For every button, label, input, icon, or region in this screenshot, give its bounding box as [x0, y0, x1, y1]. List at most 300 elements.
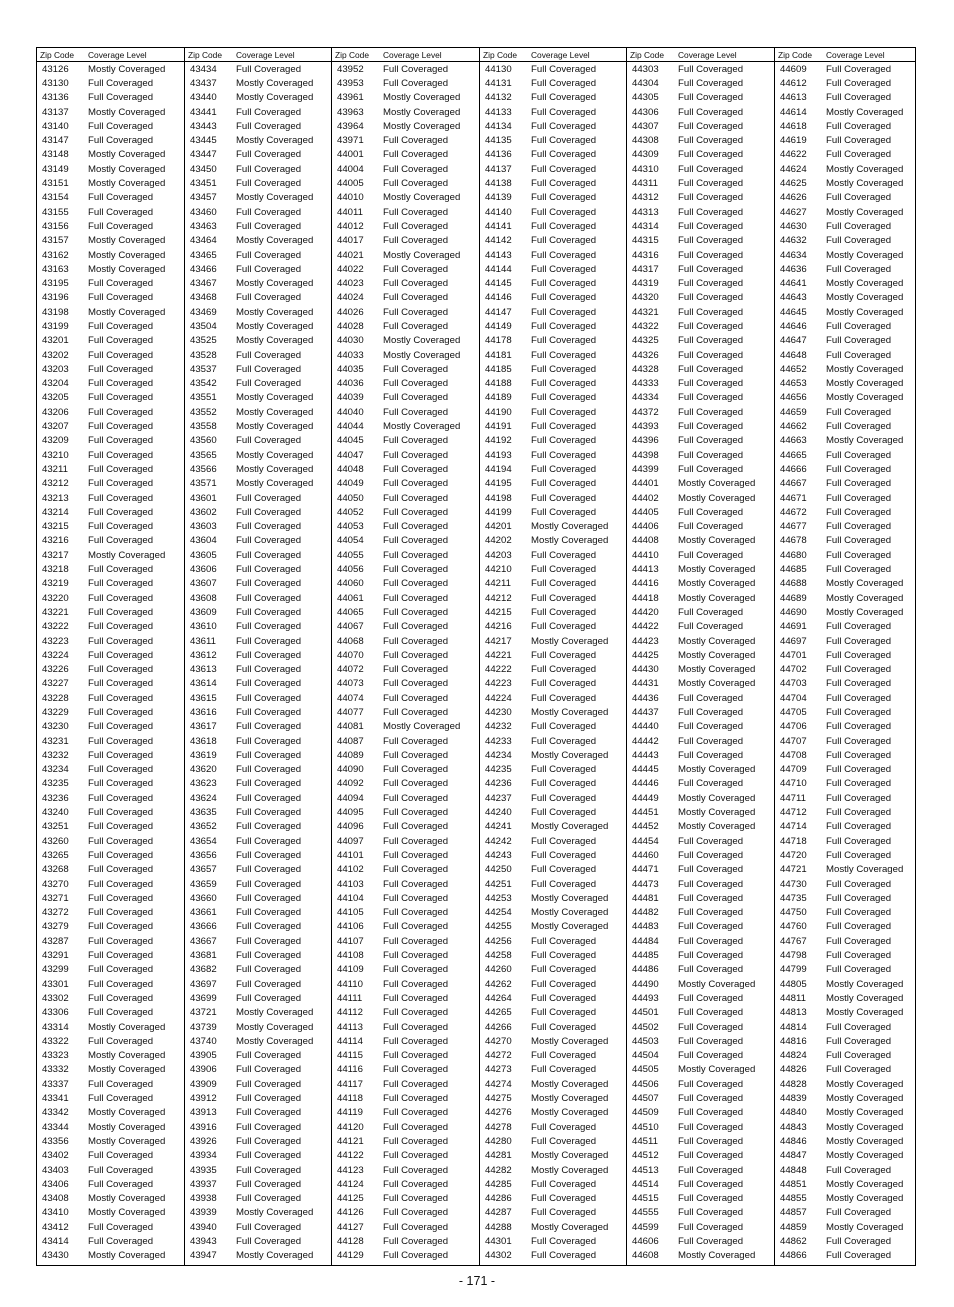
table-row: [332, 877, 479, 891]
coverage-level-cell: Full Coveraged: [826, 1250, 892, 1262]
table-row: [775, 148, 915, 162]
table-row: [37, 119, 184, 133]
coverage-level-header: Coverage Level: [88, 49, 147, 60]
coverage-level-cell: Mostly Coveraged: [88, 1207, 166, 1219]
zip-code-cell: 44501: [632, 1007, 659, 1019]
table-row: [185, 591, 331, 605]
coverage-level-cell: Full Coveraged: [531, 63, 597, 75]
zip-code-cell: 44656: [780, 392, 807, 404]
table-row: [37, 1091, 184, 1105]
table-row: [775, 848, 915, 862]
table-row: [775, 234, 915, 248]
zip-code-cell: 44334: [632, 392, 659, 404]
zip-code-cell: 44192: [485, 435, 512, 447]
table-row: [332, 1006, 479, 1020]
zip-code-cell: 43323: [42, 1050, 69, 1062]
coverage-level-cell: Full Coveraged: [531, 135, 597, 147]
zip-code-cell: 43306: [42, 1007, 69, 1019]
zip-code-cell: 44851: [780, 1178, 807, 1190]
coverage-level-cell: Full Coveraged: [531, 292, 597, 304]
coverage-level-cell: Full Coveraged: [678, 907, 744, 919]
coverage-level-cell: Full Coveraged: [678, 306, 744, 318]
table-row: [185, 448, 331, 462]
column-rows: [332, 62, 479, 1263]
table-row: [37, 1134, 184, 1148]
coverage-level-cell: Mostly Coveraged: [678, 664, 756, 676]
coverage-level-cell: Mostly Coveraged: [531, 907, 609, 919]
coverage-level-cell: Mostly Coveraged: [88, 1193, 166, 1205]
table-row: [627, 1063, 774, 1077]
coverage-level-cell: Full Coveraged: [826, 649, 892, 661]
table-row: [775, 291, 915, 305]
table-row: [332, 434, 479, 448]
coverage-level-cell: Full Coveraged: [826, 463, 892, 475]
coverage-level-cell: Full Coveraged: [88, 220, 154, 232]
zip-code-cell: 43445: [190, 135, 217, 147]
coverage-level-cell: Full Coveraged: [826, 478, 892, 490]
table-row: [627, 705, 774, 719]
coverage-level-cell: Full Coveraged: [88, 878, 154, 890]
zip-code-cell: 43913: [190, 1107, 217, 1119]
zip-code-cell: 43468: [190, 292, 217, 304]
coverage-level-cell: Full Coveraged: [383, 363, 449, 375]
table-row: [627, 634, 774, 648]
table-row: [37, 248, 184, 262]
table-row: [627, 219, 774, 233]
coverage-level-cell: Full Coveraged: [236, 792, 302, 804]
table-row: [37, 648, 184, 662]
coverage-level-cell: Full Coveraged: [383, 1221, 449, 1233]
zip-code-cell: 43157: [42, 235, 69, 247]
table-row: [480, 848, 626, 862]
coverage-level-cell: Full Coveraged: [236, 935, 302, 947]
zip-code-cell: 44555: [632, 1207, 659, 1219]
zip-code-cell: 44143: [485, 249, 512, 261]
zip-code-cell: 43437: [190, 77, 217, 89]
table-row: [627, 677, 774, 691]
table-row: [775, 491, 915, 505]
zip-code-cell: 43230: [42, 721, 69, 733]
table-row: [627, 76, 774, 90]
coverage-level-cell: Full Coveraged: [531, 278, 597, 290]
table-row: [332, 205, 479, 219]
table-row: [775, 348, 915, 362]
coverage-level-cell: Mostly Coveraged: [531, 707, 609, 718]
table-row: [480, 1234, 626, 1248]
table-row: [37, 1120, 184, 1134]
coverage-level-cell: Full Coveraged: [236, 206, 302, 218]
coverage-level-cell: Full Coveraged: [531, 878, 597, 890]
table-row: [775, 891, 915, 905]
zip-code-cell: 44442: [632, 735, 659, 747]
table-row: [332, 462, 479, 476]
coverage-level-cell: Full Coveraged: [383, 263, 449, 275]
zip-code-cell: 44125: [337, 1193, 364, 1205]
zip-code-cell: 43602: [190, 506, 217, 518]
table-row: [37, 562, 184, 576]
table-row: [37, 906, 184, 920]
coverage-level-cell: Full Coveraged: [88, 649, 154, 661]
coverage-level-cell: Full Coveraged: [531, 692, 597, 704]
table-row: [480, 1020, 626, 1034]
coverage-level-cell: Mostly Coveraged: [236, 449, 314, 461]
table-row: [627, 291, 774, 305]
table-row: [627, 405, 774, 419]
coverage-level-cell: Mostly Coveraged: [236, 306, 314, 318]
zip-code-cell: 44036: [337, 378, 364, 390]
table-row: [332, 591, 479, 605]
table-row: [480, 763, 626, 777]
table-row: [775, 391, 915, 405]
coverage-level-cell: Mostly Coveraged: [826, 392, 904, 404]
table-row: [480, 391, 626, 405]
zip-code-cell: 43620: [190, 764, 217, 776]
table-row: [37, 205, 184, 219]
coverage-level-cell: Full Coveraged: [678, 320, 744, 332]
zip-code-cell: 43450: [190, 163, 217, 175]
column-header: [775, 48, 915, 62]
table-row: [37, 1034, 184, 1048]
zip-code-cell: 44055: [337, 549, 364, 561]
coverage-level-cell: Full Coveraged: [531, 406, 597, 418]
zip-code-cell: 44653: [780, 378, 807, 390]
coverage-level-cell: Full Coveraged: [383, 678, 449, 690]
coverage-level-cell: Full Coveraged: [826, 63, 892, 75]
zip-code-cell: 44333: [632, 378, 659, 390]
zip-code-cell: 43268: [42, 864, 69, 876]
zip-code-cell: 43558: [190, 421, 217, 433]
zip-code-cell: 44445: [632, 764, 659, 776]
table-row: [332, 720, 479, 734]
zip-code-cell: 43154: [42, 192, 69, 204]
coverage-level-cell: Full Coveraged: [531, 178, 597, 190]
zip-code-cell: 43635: [190, 807, 217, 819]
coverage-level-cell: Full Coveraged: [383, 606, 449, 618]
zip-code-cell: 44281: [485, 1150, 512, 1162]
table-row: [775, 763, 915, 777]
table-row: [627, 1006, 774, 1020]
table-row: [37, 805, 184, 819]
zip-code-cell: 44316: [632, 249, 659, 261]
table-column: [775, 48, 915, 1265]
zip-code-cell: 44506: [632, 1078, 659, 1090]
zip-code-cell: 43410: [42, 1207, 69, 1219]
table-row: [37, 462, 184, 476]
table-row: [332, 1249, 479, 1263]
table-row: [37, 319, 184, 333]
zip-code-cell: 44310: [632, 163, 659, 175]
coverage-level-header: Coverage Level: [236, 49, 295, 60]
coverage-level-cell: Mostly Coveraged: [678, 592, 756, 604]
zip-code-cell: 44813: [780, 1007, 807, 1019]
table-row: [480, 977, 626, 991]
table-row: [332, 148, 479, 162]
coverage-level-cell: Full Coveraged: [531, 478, 597, 490]
coverage-level-cell: Mostly Coveraged: [236, 135, 314, 147]
zip-code-cell: 44061: [337, 592, 364, 604]
coverage-level-cell: Full Coveraged: [88, 892, 154, 904]
table-row: [37, 777, 184, 791]
table-row: [480, 1063, 626, 1077]
zip-code-cell: 44454: [632, 835, 659, 847]
table-row: [627, 1249, 774, 1263]
coverage-level-cell: Full Coveraged: [531, 1021, 597, 1033]
table-row: [185, 305, 331, 319]
table-row: [37, 891, 184, 905]
zip-code-cell: 43137: [42, 106, 69, 118]
table-row: [37, 820, 184, 834]
coverage-level-cell: Full Coveraged: [383, 1235, 449, 1247]
coverage-level-cell: Full Coveraged: [531, 1235, 597, 1247]
coverage-level-cell: Full Coveraged: [383, 621, 449, 633]
zip-code-cell: 44233: [485, 735, 512, 747]
coverage-level-cell: Full Coveraged: [236, 907, 302, 919]
coverage-level-cell: Mostly Coveraged: [236, 1207, 314, 1219]
table-row: [37, 620, 184, 634]
table-row: [627, 448, 774, 462]
coverage-level-cell: Full Coveraged: [236, 163, 302, 175]
zip-code-cell: 44102: [337, 864, 364, 876]
coverage-level-cell: Full Coveraged: [236, 664, 302, 676]
zip-code-cell: 43624: [190, 792, 217, 804]
zip-code-cell: 44253: [485, 892, 512, 904]
coverage-level-cell: Full Coveraged: [236, 363, 302, 375]
table-row: [332, 662, 479, 676]
table-row: [627, 1077, 774, 1091]
coverage-level-cell: Full Coveraged: [531, 649, 597, 661]
coverage-level-cell: Full Coveraged: [88, 864, 154, 876]
table-row: [185, 1063, 331, 1077]
coverage-level-cell: Mostly Coveraged: [826, 1193, 904, 1205]
table-row: [480, 334, 626, 348]
zip-code-cell: 43943: [190, 1235, 217, 1247]
zip-code-cell: 44030: [337, 335, 364, 347]
zip-code-cell: 44843: [780, 1121, 807, 1133]
coverage-level-cell: Full Coveraged: [236, 692, 302, 704]
table-row: [627, 906, 774, 920]
table-row: [185, 434, 331, 448]
coverage-level-cell: Full Coveraged: [678, 278, 744, 290]
coverage-level-cell: Full Coveraged: [383, 578, 449, 590]
table-row: [332, 863, 479, 877]
coverage-level-cell: Full Coveraged: [383, 1250, 449, 1262]
table-column: [185, 48, 332, 1265]
coverage-level-cell: Mostly Coveraged: [88, 178, 166, 190]
coverage-level-cell: Full Coveraged: [236, 1164, 302, 1176]
coverage-level-cell: Full Coveraged: [826, 421, 892, 433]
zip-code-cell: 43940: [190, 1221, 217, 1233]
zip-code-cell: 44627: [780, 206, 807, 218]
table-row: [185, 662, 331, 676]
table-row: [627, 534, 774, 548]
table-row: [185, 805, 331, 819]
zip-code-cell: 44193: [485, 449, 512, 461]
zip-code-cell: 44012: [337, 220, 364, 232]
zip-code-cell: 44624: [780, 163, 807, 175]
zip-code-cell: 43162: [42, 249, 69, 261]
zip-code-cell: 44103: [337, 878, 364, 890]
zip-code-cell: 43552: [190, 406, 217, 418]
coverage-level-cell: Full Coveraged: [88, 707, 154, 718]
coverage-level-cell: Full Coveraged: [383, 807, 449, 819]
table-row: [775, 1063, 915, 1077]
table-row: [627, 1163, 774, 1177]
zip-code-cell: 43356: [42, 1135, 69, 1147]
coverage-level-cell: Full Coveraged: [678, 435, 744, 447]
zip-code-cell: 44505: [632, 1064, 659, 1076]
zip-code-cell: 44735: [780, 892, 807, 904]
coverage-level-cell: Mostly Coveraged: [678, 821, 756, 833]
coverage-level-cell: Full Coveraged: [236, 764, 302, 776]
table-row: [480, 620, 626, 634]
coverage-level-cell: Mostly Coveraged: [236, 1035, 314, 1047]
coverage-level-cell: Full Coveraged: [88, 564, 154, 576]
table-row: [37, 348, 184, 362]
zip-code-cell: 43619: [190, 749, 217, 761]
table-row: [185, 548, 331, 562]
table-row: [185, 491, 331, 505]
zip-code-cell: 44028: [337, 320, 364, 332]
table-row: [775, 205, 915, 219]
table-row: [332, 1177, 479, 1191]
coverage-level-cell: Mostly Coveraged: [383, 335, 461, 347]
zip-code-cell: 44798: [780, 950, 807, 962]
coverage-level-cell: Full Coveraged: [236, 1135, 302, 1147]
table-row: [480, 1220, 626, 1234]
coverage-level-cell: Full Coveraged: [383, 1093, 449, 1105]
zip-code-cell: 44677: [780, 521, 807, 533]
table-row: [775, 133, 915, 147]
zip-code-cell: 44108: [337, 950, 364, 962]
table-row: [332, 105, 479, 119]
zip-code-cell: 44446: [632, 778, 659, 790]
zip-code-cell: 43457: [190, 192, 217, 204]
coverage-level-cell: Full Coveraged: [88, 378, 154, 390]
zip-code-cell: 43224: [42, 649, 69, 661]
zip-code-cell: 43654: [190, 835, 217, 847]
table-row: [480, 877, 626, 891]
zip-code-cell: 43939: [190, 1207, 217, 1219]
table-row: [775, 691, 915, 705]
coverage-level-cell: Full Coveraged: [531, 1064, 597, 1076]
coverage-level-cell: Full Coveraged: [531, 1050, 597, 1062]
zip-code-cell: 44811: [780, 992, 806, 1004]
coverage-level-cell: Full Coveraged: [826, 678, 892, 690]
table-row: [627, 605, 774, 619]
table-row: [775, 1020, 915, 1034]
coverage-level-cell: Mostly Coveraged: [383, 349, 461, 361]
zip-code-cell: 44666: [780, 463, 807, 475]
coverage-level-cell: Full Coveraged: [531, 592, 597, 604]
table-row: [480, 520, 626, 534]
table-row: [627, 1120, 774, 1134]
zip-code-cell: 44137: [485, 163, 512, 175]
table-row: [775, 991, 915, 1005]
coverage-level-cell: Full Coveraged: [678, 106, 744, 118]
table-row: [37, 791, 184, 805]
coverage-level-cell: Full Coveraged: [678, 1078, 744, 1090]
coverage-level-cell: Full Coveraged: [678, 206, 744, 218]
coverage-level-cell: Full Coveraged: [236, 878, 302, 890]
zip-code-cell: 44443: [632, 749, 659, 761]
table-row: [775, 720, 915, 734]
coverage-level-cell: Full Coveraged: [236, 106, 302, 118]
zip-code-cell: 43271: [42, 892, 69, 904]
coverage-level-cell: Full Coveraged: [678, 1007, 744, 1019]
zip-code-cell: 44241: [485, 821, 512, 833]
zip-code-cell: 43947: [190, 1250, 217, 1262]
table-row: [775, 1106, 915, 1120]
zip-code-cell: 44033: [337, 349, 364, 361]
zip-code-cell: 44689: [780, 592, 807, 604]
coverage-level-cell: Full Coveraged: [531, 435, 597, 447]
zip-code-cell: 43195: [42, 278, 69, 290]
zip-code-cell: 44242: [485, 835, 512, 847]
zip-code-cell: 44301: [485, 1235, 512, 1247]
coverage-level-cell: Mostly Coveraged: [88, 149, 166, 161]
table-row: [775, 820, 915, 834]
coverage-level-cell: Full Coveraged: [678, 406, 744, 418]
table-row: [37, 662, 184, 676]
table-row: [480, 133, 626, 147]
coverage-level-header: Coverage Level: [531, 49, 590, 60]
zip-code-cell: 44202: [485, 535, 512, 547]
coverage-level-cell: Full Coveraged: [236, 1078, 302, 1090]
zip-code-cell: 43222: [42, 621, 69, 633]
coverage-level-cell: Mostly Coveraged: [236, 320, 314, 332]
zip-code-cell: 43204: [42, 378, 69, 390]
table-row: [480, 419, 626, 433]
zip-code-cell: 44418: [632, 592, 659, 604]
coverage-level-cell: Mostly Coveraged: [88, 249, 166, 261]
coverage-level-cell: Full Coveraged: [826, 449, 892, 461]
zip-code-cell: 44704: [780, 692, 807, 704]
coverage-level-cell: Mostly Coveraged: [88, 306, 166, 318]
table-row: [775, 76, 915, 90]
zip-code-cell: 44393: [632, 421, 659, 433]
coverage-level-cell: Full Coveraged: [383, 649, 449, 661]
zip-code-header: Zip Code: [630, 49, 664, 60]
table-row: [185, 934, 331, 948]
zip-code-cell: 44072: [337, 664, 364, 676]
table-row: [332, 505, 479, 519]
zip-code-cell: 44672: [780, 506, 807, 518]
zip-code-cell: 44056: [337, 564, 364, 576]
table-row: [775, 1177, 915, 1191]
coverage-level-cell: Full Coveraged: [88, 764, 154, 776]
table-row: [185, 377, 331, 391]
table-row: [627, 419, 774, 433]
coverage-level-cell: Full Coveraged: [531, 349, 597, 361]
zip-code-cell: 44481: [632, 892, 659, 904]
table-row: [332, 620, 479, 634]
zip-code-cell: 44254: [485, 907, 512, 919]
coverage-level-cell: Full Coveraged: [531, 621, 597, 633]
zip-code-cell: 43657: [190, 864, 217, 876]
zip-code-cell: 44212: [485, 592, 512, 604]
table-row: [37, 133, 184, 147]
zip-code-cell: 44599: [632, 1221, 659, 1233]
table-row: [480, 691, 626, 705]
table-row: [627, 648, 774, 662]
zip-code-cell: 44824: [780, 1050, 807, 1062]
table-row: [332, 834, 479, 848]
zip-code-cell: 43699: [190, 992, 217, 1004]
coverage-level-cell: Full Coveraged: [383, 1021, 449, 1033]
coverage-level-cell: Full Coveraged: [678, 935, 744, 947]
table-row: [627, 691, 774, 705]
table-row: [37, 1020, 184, 1034]
